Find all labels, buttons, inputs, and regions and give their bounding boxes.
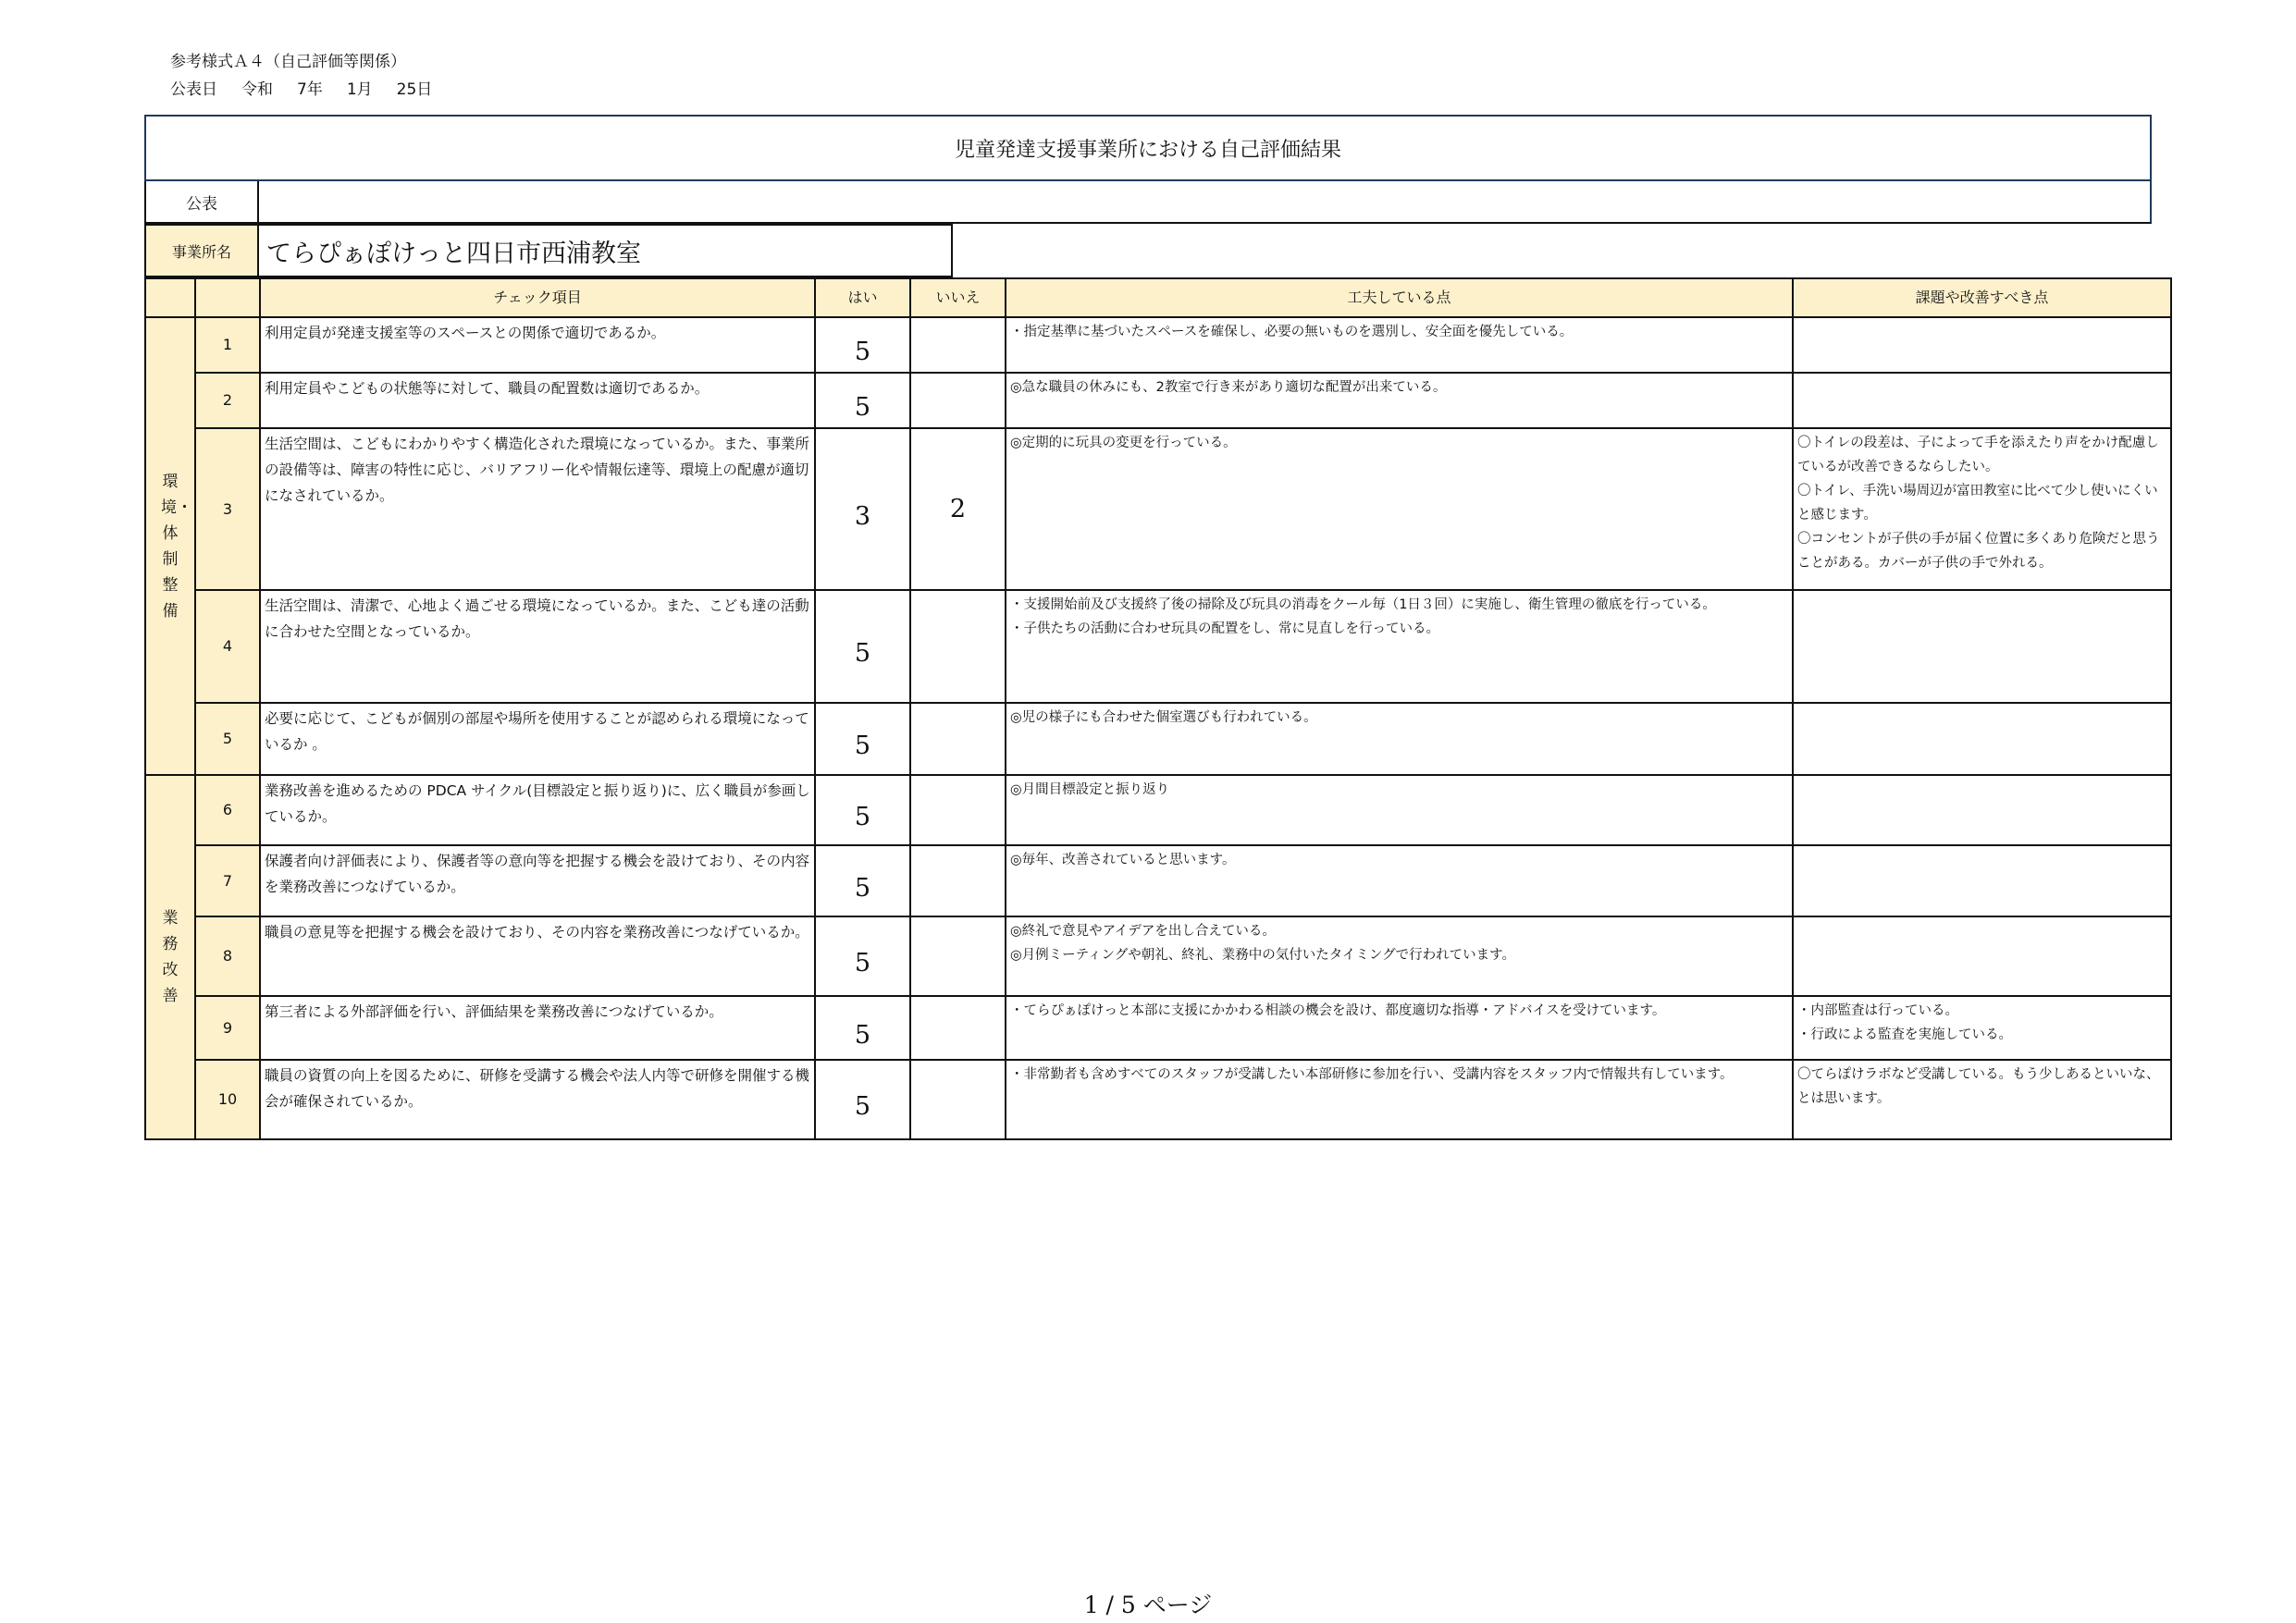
efforts-cell xyxy=(1006,1060,1793,1139)
table-row xyxy=(145,703,2171,775)
efforts-cell xyxy=(1006,317,1793,373)
efforts-cell xyxy=(1006,775,1793,845)
effort-line: ・てらぴぁぽけっと本部に支援にかかわる相談の機会を設け、都度適切な指導・アドバイスを受けています。 xyxy=(1010,1003,1666,1018)
header-blank-category xyxy=(145,278,195,317)
issue-line: 〇トイレの段差は、子によって手を添えたり声をかけ配慮しているが改善できるならしたい。 xyxy=(1797,436,2159,474)
issues-cell xyxy=(1793,1060,2171,1139)
pub-date-era: 令和 xyxy=(241,80,273,99)
yes-count-value: 5 xyxy=(854,803,871,831)
table-body xyxy=(145,317,2171,1139)
table-row xyxy=(145,317,2171,373)
table-row xyxy=(145,1060,2171,1139)
check-item-text: 保護者向け評価表により、保護者等の意向等を把握する機会を設けており、その内容を業務改善につなげているか。 xyxy=(260,845,815,916)
table-row xyxy=(145,373,2171,428)
efforts-cell xyxy=(1006,590,1793,703)
publication-date xyxy=(170,80,456,100)
row-number: 3 xyxy=(195,428,260,590)
pub-date-year: 7年 xyxy=(297,80,323,99)
yes-count-value: 5 xyxy=(854,873,871,903)
check-item-text: 業務改善を進めるための PDCA サイクル(目標設定と振り返り)に、広く職員が参画しているか。 xyxy=(260,775,815,845)
no-count xyxy=(910,317,1006,373)
check-item-text: 利用定員が発達支援室等のスペースとの関係で適切であるか。 xyxy=(260,317,815,373)
table-row xyxy=(145,845,2171,916)
no-count xyxy=(910,916,1006,996)
row-number: 6 xyxy=(195,775,260,845)
yes-count-value: 5 xyxy=(854,1092,871,1121)
header-blank-number xyxy=(195,278,260,317)
effort-line: ◎月間目標設定と振り返り xyxy=(1010,782,1170,797)
row-number: 7 xyxy=(195,845,260,916)
issue-line: ・内部監査は行っている。 xyxy=(1797,1003,1958,1018)
issue-line: 〇てらぽけラボなど受講している。もう少しあるといいな、とは思います。 xyxy=(1797,1067,2160,1106)
efforts-cell xyxy=(1006,428,1793,590)
row-number: 4 xyxy=(195,590,260,703)
pub-date-day: 25日 xyxy=(396,80,433,99)
issues-cell xyxy=(1793,317,2171,373)
issues-cell xyxy=(1793,703,2171,775)
table-row xyxy=(145,590,2171,703)
check-item-text: 第三者による外部評価を行い、評価結果を業務改善につなげているか。 xyxy=(260,996,815,1060)
effort-line: ・非常勤者も含めすべてのスタッフが受講したい本部研修に参加を行い、受講内容をスタッフ内で情報共有しています。 xyxy=(1010,1067,1734,1082)
category-label: 環境・体制整備 xyxy=(161,472,192,621)
table-row xyxy=(145,775,2171,845)
row-number: 10 xyxy=(195,1060,260,1139)
effort-line: ◎児の様子にも合わせた個室選びも行われている。 xyxy=(1010,710,1317,725)
header-no: いいえ xyxy=(910,278,1006,317)
row-number: 5 xyxy=(195,703,260,775)
yes-count xyxy=(815,845,910,916)
publish-value-cell xyxy=(257,181,2152,224)
yes-count xyxy=(815,1060,910,1139)
no-count xyxy=(910,845,1006,916)
no-count xyxy=(910,775,1006,845)
issue-line: ・行政による監査を実施している。 xyxy=(1797,1027,2012,1042)
reference-form-label: 参考様式Ａ４（自己評価等関係） xyxy=(170,53,406,71)
check-item-text: 利用定員やこどもの状態等に対して、職員の配置数は適切であるか。 xyxy=(260,373,815,428)
category-cell xyxy=(145,317,195,775)
efforts-cell xyxy=(1006,373,1793,428)
row-number: 2 xyxy=(195,373,260,428)
yes-count-value: 5 xyxy=(854,949,871,977)
pub-date-label: 公表日 xyxy=(170,80,217,99)
table-row xyxy=(145,916,2171,996)
issues-cell xyxy=(1793,373,2171,428)
yes-count-value: 5 xyxy=(854,639,871,668)
efforts-cell xyxy=(1006,845,1793,916)
effort-line: ・指定基準に基づいたスペースを確保し、必要の無いものを選別し、安全面を優先している。 xyxy=(1010,325,1574,339)
effort-line: ◎定期的に玩具の変更を行っている。 xyxy=(1010,436,1237,450)
yes-count xyxy=(815,775,910,845)
effort-line: ・支援開始前及び支援終了後の掃除及び玩具の消毒をクール毎（1日３回）に実施し、衛生管理の徹底を行っている。 xyxy=(1010,597,1716,612)
yes-count-value: 5 xyxy=(854,338,871,366)
yes-count-value: 3 xyxy=(854,501,871,531)
issues-cell xyxy=(1793,428,2171,590)
no-count xyxy=(910,373,1006,428)
effort-line: ・子供たちの活動に合わせ玩具の配置をし、常に見直しを行っている。 xyxy=(1010,621,1439,636)
check-item-text: 生活空間は、こどもにわかりやすく構造化された環境になっているか。また、事業所の設備等は、障害の特性に応じ、バリアフリー化や情報伝達等、環境上の配慮が適切になされているか。 xyxy=(260,428,815,590)
yes-count-value: 5 xyxy=(854,393,871,422)
issue-line: 〇トイレ、手洗い場周辺が富田教室に比べて少し使いにくいと感じます。 xyxy=(1797,484,2158,523)
effort-line: ◎急な職員の休みにも、2教室で行き来があり適切な配置が出来ている。 xyxy=(1010,380,1447,395)
row-number: 9 xyxy=(195,996,260,1060)
category-cell xyxy=(145,775,195,1139)
no-count xyxy=(910,590,1006,703)
effort-line: ◎月例ミーティングや朝礼、終礼、業務中の気付いたタイミングで行われています。 xyxy=(1010,948,1515,963)
table-row xyxy=(145,428,2171,590)
check-item-text: 生活空間は、清潔で、心地よく過ごせる環境になっているか。また、こども達の活動に合わせた空間となっているか。 xyxy=(260,590,815,703)
effort-line: ◎終礼で意見やアイデアを出し合えている。 xyxy=(1010,924,1276,939)
row-number: 1 xyxy=(195,317,260,373)
header-issues: 課題や改善すべき点 xyxy=(1793,278,2171,317)
check-item-text: 必要に応じて、こどもが個別の部屋や場所を使用することが認められる環境になっているか 。 xyxy=(260,703,815,775)
issues-cell xyxy=(1793,916,2171,996)
yes-count-value: 5 xyxy=(854,732,871,760)
publish-label: 公表 xyxy=(144,181,259,224)
header-efforts: 工夫している点 xyxy=(1006,278,1793,317)
check-item-text: 職員の意見等を把握する機会を設けており、その内容を業務改善につなげているか。 xyxy=(260,916,815,996)
yes-count xyxy=(815,590,910,703)
category-label: 業務改善 xyxy=(162,909,179,1005)
table-header-row xyxy=(145,278,2171,317)
header-check-item: チェック項目 xyxy=(260,278,815,317)
document-title: 児童発達支援事業所における自己評価結果 xyxy=(144,115,2152,181)
yes-count xyxy=(815,317,910,373)
row-number: 8 xyxy=(195,916,260,996)
yes-count xyxy=(815,428,910,590)
no-count xyxy=(910,703,1006,775)
self-evaluation-table xyxy=(144,277,2172,1140)
no-count xyxy=(910,1060,1006,1139)
issues-cell xyxy=(1793,590,2171,703)
no-count: 2 xyxy=(910,428,1006,590)
yes-count xyxy=(815,916,910,996)
publish-row xyxy=(144,181,2152,224)
efforts-cell xyxy=(1006,996,1793,1060)
header-yes: はい xyxy=(815,278,910,317)
yes-count xyxy=(815,703,910,775)
page-footer: 1 / 5 ページ xyxy=(1083,1592,1213,1618)
yes-count xyxy=(815,996,910,1060)
check-item-text: 職員の資質の向上を図るために、研修を受講する機会や法人内等で研修を開催する機会が確保されているか。 xyxy=(260,1060,815,1139)
effort-line: ◎毎年、改善されていると思います。 xyxy=(1010,853,1236,867)
issues-cell xyxy=(1793,996,2171,1060)
efforts-cell xyxy=(1006,916,1793,996)
office-label: 事業所名 xyxy=(144,224,259,277)
yes-count xyxy=(815,373,910,428)
issues-cell xyxy=(1793,775,2171,845)
table-row xyxy=(145,996,2171,1060)
pub-date-month: 1月 xyxy=(346,80,373,99)
no-count xyxy=(910,996,1006,1060)
issues-cell xyxy=(1793,845,2171,916)
yes-count-value: 5 xyxy=(854,1020,871,1050)
efforts-cell xyxy=(1006,703,1793,775)
office-name: てらぴぁぽけっと四日市西浦教室 xyxy=(257,224,953,277)
issue-line: 〇コンセントが子供の手が届く位置に多くあり危険だと思うことがある。カバーが子供の手で外れる。 xyxy=(1797,532,2160,571)
